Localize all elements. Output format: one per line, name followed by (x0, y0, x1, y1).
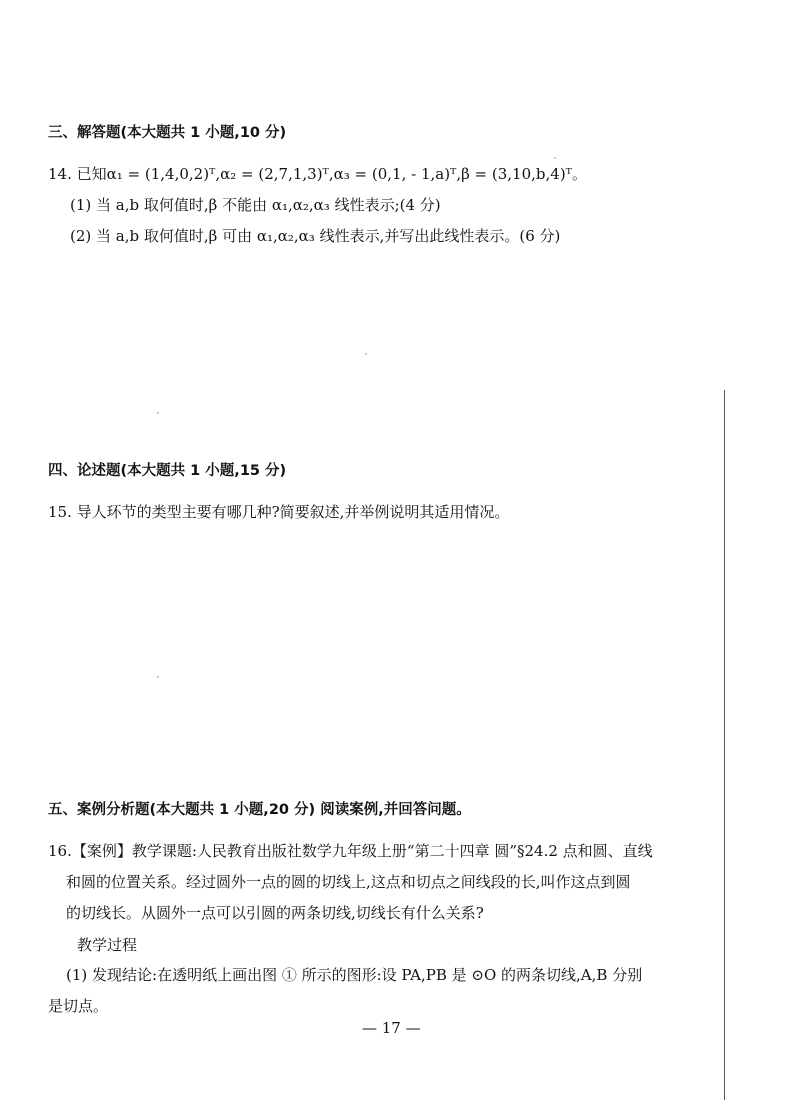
question-16-line-3: 的切线长。从圆外一点可以引圆的两条切线,切线长有什么关系? (66, 904, 484, 922)
section-4-heading: 四、论述题(本大题共 1 小题,15 分) (48, 463, 287, 479)
scan-speck (365, 353, 367, 355)
scan-margin-line (724, 390, 725, 1100)
section-5-heading: 五、案例分析题(本大题共 1 小题,20 分) 阅读案例,并回答问题。 (48, 802, 471, 818)
page-number: — 17 — (362, 1019, 421, 1037)
question-16-step-1-line-1: (1) 发现结论:在透明纸上画出图 ① 所示的图形:设 PA,PB 是 ⊙O 的两条切线,A,B 分别 (66, 966, 643, 984)
scan-speck (157, 676, 159, 678)
question-14-part-2: (2) 当 a,b 取何值时,β 可由 α₁,α₂,α₃ 线性表示,并写出此线性表示。(6 分) (70, 227, 561, 245)
question-16-line-1: 16.【案例】教学课题:人民教育出版社数学九年级上册“第二十四章 圆”§24.2 点和圆、直线 (48, 842, 653, 860)
scan-speck (157, 412, 159, 414)
question-14-stem: 14. 已知α₁ = (1,4,0,2)ᵀ,α₂ = (2,7,1,3)ᵀ,α₃ = (0,1, - 1,a)ᵀ,β = (3,10,b,4)ᵀ。 (48, 165, 587, 183)
question-16-line-2: 和圆的位置关系。经过圆外一点的圆的切线上,这点和切点之间线段的长,叫作这点到圆 (66, 873, 631, 891)
question-14-part-1: (1) 当 a,b 取何值时,β 不能由 α₁,α₂,α₃ 线性表示;(4 分) (70, 196, 441, 214)
question-16-step-1-line-2: 是切点。 (48, 997, 109, 1015)
section-3-heading: 三、解答题(本大题共 1 小题,10 分) (48, 125, 287, 141)
question-15: 15. 导人环节的类型主要有哪几种?简要叙述,并举例说明其适用情况。 (48, 503, 510, 521)
teaching-process-title: 教学过程 (77, 936, 138, 954)
scan-speck (554, 157, 556, 159)
